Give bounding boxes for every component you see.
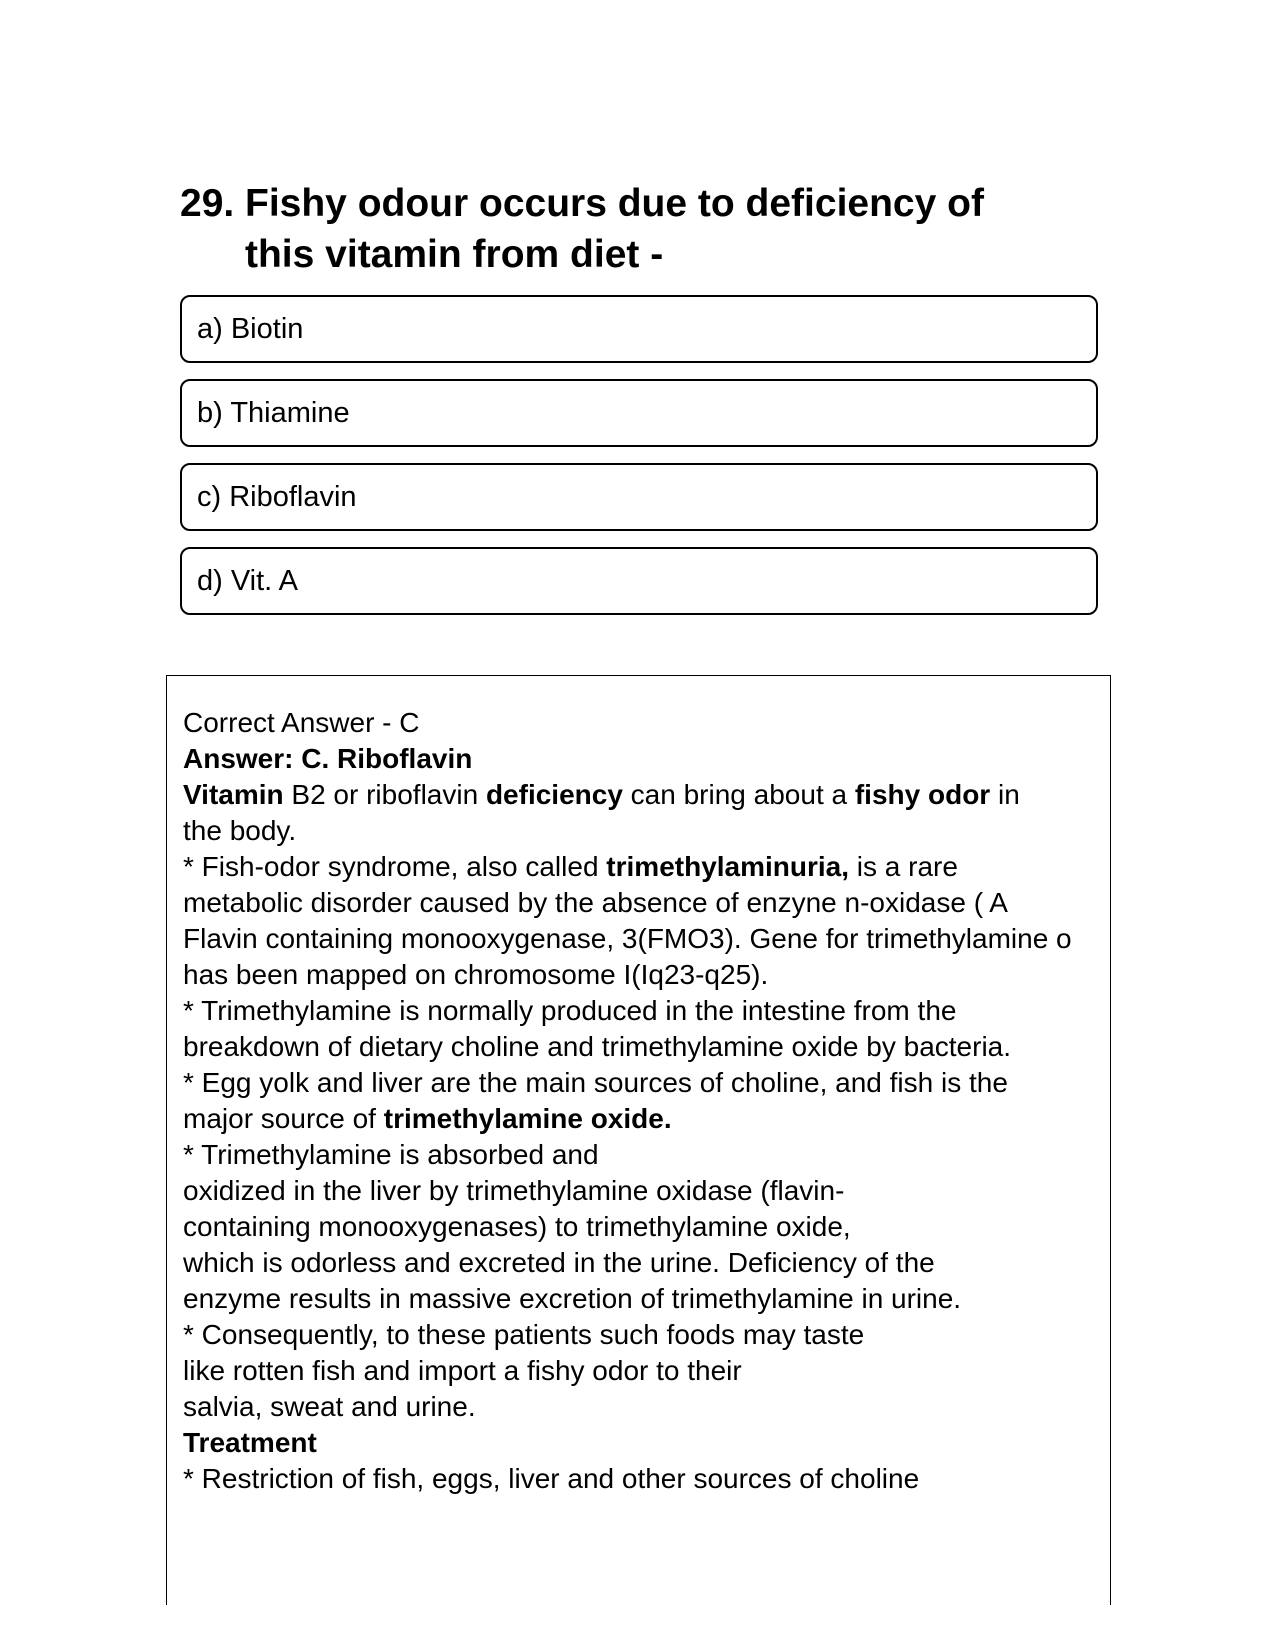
text-run: can bring about a <box>622 779 855 810</box>
treatment-heading <box>183 1425 1123 1461</box>
bold-term: trimethylaminuria, <box>606 851 850 882</box>
bold-term: trimethylamine oxide. <box>383 1103 672 1134</box>
explanation-line: has been mapped on chromosome I(Iq23-q25). <box>183 959 769 990</box>
explanation-line: oxidized in the liver by trimethylamine oxidase (flavin- <box>183 1175 845 1206</box>
question-text: Fishy odour occurs due to deficiency of this vitamin from diet - <box>245 182 984 276</box>
answer-heading <box>183 741 1123 777</box>
option-d-label: d) Vit. A <box>197 564 299 597</box>
answer-heading-text: Answer: C. Riboflavin <box>183 743 473 774</box>
option-a[interactable] <box>180 295 1098 363</box>
answer-explanation <box>183 705 1123 1497</box>
question <box>180 178 1060 280</box>
treatment-heading-text: Treatment <box>183 1427 317 1458</box>
text-run: * Fish-odor syndrome, also called <box>183 851 607 882</box>
question-number: 29. <box>180 182 235 225</box>
explanation-line: containing monooxygenases) to trimethylamine oxide, <box>183 1211 851 1242</box>
explanation-line: enzyme results in massive excretion of trimethylamine in urine. <box>183 1283 962 1314</box>
explanation-line: * Egg yolk and liver are the main sources of choline, and fish is the <box>183 1067 1008 1098</box>
option-b[interactable] <box>180 379 1098 447</box>
text-run: B2 or riboflavin <box>283 779 486 810</box>
explanation-line: which is odorless and excreted in the urine. Deficiency of the <box>183 1247 935 1278</box>
correct-answer: Correct Answer - C <box>183 707 420 738</box>
explanation-line: breakdown of dietary choline and trimethylamine oxide by bacteria. <box>183 1031 1012 1062</box>
explanation-line: Flavin containing monooxygenase, 3(FMO3). Gene for trimethylamine o <box>183 923 1072 954</box>
option-c[interactable] <box>180 463 1098 531</box>
explanation-line: * Trimethylamine is normally produced in the intestine from the <box>183 995 957 1026</box>
explanation-line <box>183 777 1123 813</box>
text-run: in <box>990 779 1020 810</box>
explanation-line: * Trimethylamine is absorbed and <box>183 1139 599 1170</box>
explanation-line: * Consequently, to these patients such foods may taste <box>183 1319 865 1350</box>
explanation-line: salvia, sweat and urine. <box>183 1391 476 1422</box>
explanation-line: like rotten fish and import a fishy odor to their <box>183 1355 742 1386</box>
page-margin-mask <box>1129 900 1275 960</box>
explanation-line: the body. <box>183 815 297 846</box>
bold-term: fishy odor <box>854 779 991 810</box>
text-run: is a rare <box>849 851 958 882</box>
explanation-line: metabolic disorder caused by the absence of enzyne n-oxidase ( A <box>183 887 1008 918</box>
option-b-label: b) Thiamine <box>197 396 350 429</box>
option-a-label: a) Biotin <box>197 312 304 345</box>
explanation-line <box>183 849 1123 885</box>
explanation-line: * Restriction of fish, eggs, liver and other sources of choline <box>183 1463 920 1494</box>
bold-term: Vitamin <box>183 779 284 810</box>
text-run: major source of <box>183 1103 384 1134</box>
bold-term: deficiency <box>485 779 623 810</box>
option-d[interactable] <box>180 547 1098 615</box>
option-c-label: c) Riboflavin <box>197 480 357 513</box>
answer-box <box>166 675 1111 1605</box>
options-list <box>180 295 1098 631</box>
explanation-line <box>183 1101 1123 1137</box>
